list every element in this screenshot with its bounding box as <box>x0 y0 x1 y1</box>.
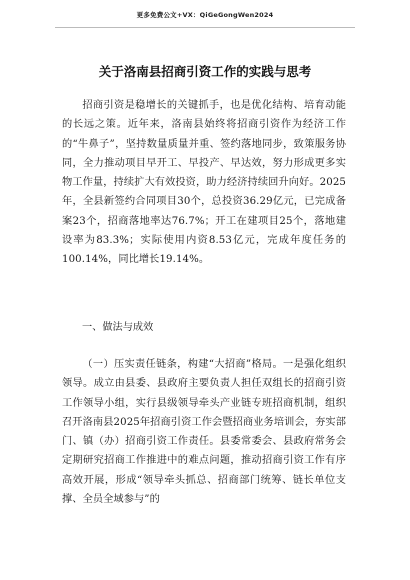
header-note: 更多免费公文+VX：QiGeGongWen2024 <box>136 11 274 19</box>
header-divider <box>55 27 355 28</box>
sub-section-paragraph: （一）压实责任链条，构建“大招商”格局。一是强化组织领导。成立由县委、县政府主要负责人担任双组长的招商引资工作领导小组，实行县级领导牵头产业链专班招商机制，组织召开洛南县2025年招商引资工作会暨招商业务培训会，夯实部门、镇（办）招商引资工作责任。县委常委会、县政府常务会定期研究招商工作推进中的难点问题，推动招商引资工作有序高效开展，形成“领导牵头抓总、招商部门统筹、链长单位支撑、全员全域参与”的 <box>62 359 346 506</box>
intro-block <box>62 96 346 270</box>
section-heading: 一、做法与成效 <box>82 322 154 333</box>
document-title: 关于洛南县招商引资工作的实践与思考 <box>98 64 312 79</box>
sub-section-block <box>62 355 346 509</box>
intro-paragraph: 招商引资是稳增长的关键抓手，也是优化结构、培育动能的长远之策。近年来，洛南县始终将招商引资作为经济工作的“牛鼻子”，坚持数量质量并重、签约落地同步，致策服务协同，全力推动项目早开工、早投产、早达效，努力形成更多实物工作量，持续扩大有效投资，助力经济持续回升向好。2025年，全县新签约合同项目30个，总投资36.29亿元，已完成备案23个，招商落地率达76.7%；开工在建项目25个，落地建设率为83.3%；实际使用内资8.53亿元，完成年度任务的100.14%，同比增长19.14%。 <box>62 100 346 266</box>
